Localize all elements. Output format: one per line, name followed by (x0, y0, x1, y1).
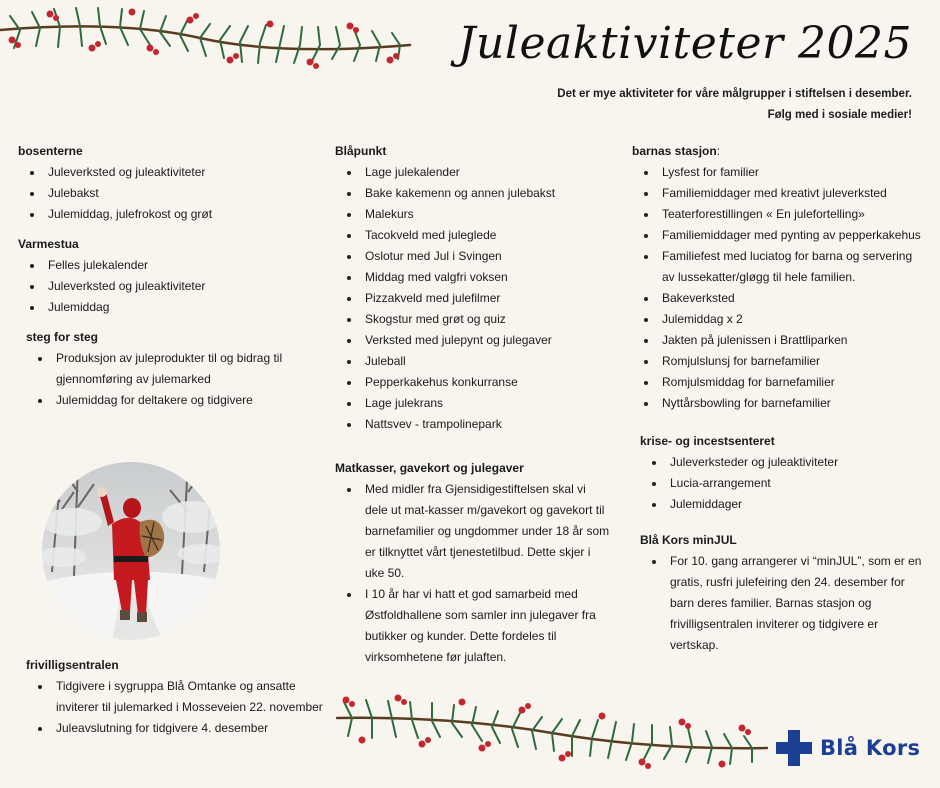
list-item: Juleavslutning for tidgivere 4. desember (26, 718, 328, 739)
list-item: Pepperkakehus konkurranse (335, 372, 610, 393)
activity-list (335, 162, 610, 435)
section-heading: Blåpunkt (335, 144, 387, 158)
list-item: Julemiddag x 2 (632, 309, 922, 330)
section-heading (632, 142, 922, 160)
activity-list (18, 255, 318, 318)
list-item: Juleverksted og juleaktiviteter (18, 162, 318, 183)
section-barnas-stasjon (632, 142, 922, 414)
list-item: Med midler fra Gjensidigestiftelsen skal vi dele ut mat-kasser m/gavekort og gavekort til barnefamilier og ungdommer under 18 år som er tilknyttet vårt tjenestetilbud. Dette skjer i uke 50. (335, 479, 610, 584)
section-heading: Matkasser, gavekort og julegaver (335, 461, 524, 475)
list-item: Malekurs (335, 204, 610, 225)
bla-kors-logo (776, 730, 920, 766)
section-heading: Varmestua (18, 237, 79, 251)
santa-photo (42, 462, 220, 640)
column-1 (18, 142, 318, 421)
list-item: Bake kakemenn og annen julebakst (335, 183, 610, 204)
list-item: Nattsvev - trampolinepark (335, 414, 610, 435)
activity-list (335, 479, 610, 668)
list-item: Familiemiddager med pynting av pepperkakehus (632, 225, 922, 246)
list-item: Familiefest med luciatog for barna og servering av lussekatter/gløgg til hele familien. (632, 246, 922, 288)
list-item: Middag med valgfri voksen (335, 267, 610, 288)
section-heading: Blå Kors minJUL (640, 533, 737, 547)
section-blapunkt (335, 142, 610, 435)
list-item: Felles julekalender (18, 255, 318, 276)
pine-garland-bottom (332, 688, 772, 776)
list-item: Tidgivere i sygruppa Blå Omtanke og ansatte inviterer til julemarked i Mosseveien 22. november (26, 676, 328, 718)
page-title: Juleaktiviteter 2025 (457, 18, 912, 69)
list-item: Lage julekrans (335, 393, 610, 414)
list-item: Skogstur med grøt og quiz (335, 309, 610, 330)
list-item: I 10 år har vi hatt et god samarbeid med Østfoldhallene som samler inn julegaver fra butikker og kunder. Dette fordeles til virksomhetene før julaften. (335, 584, 610, 668)
section-krisesenteret (632, 432, 922, 515)
list-item: Romjulsmiddag for barnefamilier (632, 372, 922, 393)
column-2 (335, 142, 610, 678)
activity-list (632, 162, 922, 414)
list-item: Bakeverksted (632, 288, 922, 309)
list-item: Lysfest for familier (632, 162, 922, 183)
section-steg-for-steg (18, 328, 318, 411)
list-item: Julemiddager (640, 494, 922, 515)
list-item: Jakten på julenissen i Brattliparken (632, 330, 922, 351)
list-item: Romjulslunsj for barnefamilier (632, 351, 922, 372)
section-heading: steg for steg (26, 330, 99, 344)
section-minjul (632, 531, 922, 656)
activity-list (26, 676, 328, 739)
list-item: Produksjon av juleprodukter til og bidrag til gjennomføring av julemarked (26, 348, 318, 390)
section-frivilligsentralen (18, 656, 328, 739)
list-item: Julemiddag (18, 297, 318, 318)
section-heading-colon: : (716, 144, 721, 158)
activity-list (18, 162, 318, 225)
list-item: For 10. gang arrangerer vi “minJUL”, som er en gratis, rusfri julefeiring den 24. desember for barn deres familier. Barnas stasjon og frivilligsentralen inviterer og tidgivere er vertskap. (640, 551, 922, 656)
cross-icon (776, 730, 812, 766)
section-heading-text: barnas stasjon (632, 144, 717, 158)
list-item: Nyttårsbowling for barnefamilier (632, 393, 922, 414)
list-item: Julemiddag, julefrokost og grøt (18, 204, 318, 225)
brand-name: Blå Kors (820, 736, 921, 760)
list-item: Teaterforestillingen « En julefortelling» (632, 204, 922, 225)
list-item: Tacokveld med juleglede (335, 225, 610, 246)
activity-list (26, 348, 318, 411)
activity-list (640, 551, 922, 656)
section-heading: krise- og incestsenteret (640, 434, 775, 448)
subtitle-line-1: Det er mye aktiviteter for våre målgrupper i stiftelsen i desember. (557, 88, 912, 100)
pine-garland-top (0, 0, 420, 82)
list-item: Juleverksted og juleaktiviteter (18, 276, 318, 297)
list-item: Pizzakveld med julefilmer (335, 288, 610, 309)
list-item: Lage julekalender (335, 162, 610, 183)
section-heading: bosenterne (18, 144, 83, 158)
page-subtitle (492, 84, 912, 126)
list-item: Familiemiddager med kreativt juleverksted (632, 183, 922, 204)
section-heading: frivilligsentralen (26, 658, 119, 672)
section-varmestua (18, 235, 318, 318)
section-matkasser (335, 459, 610, 668)
list-item: Juleball (335, 351, 610, 372)
subtitle-line-2: Følg med i sosiale medier! (767, 109, 912, 121)
column-1-lower (18, 656, 328, 749)
list-item: Verksted med julepynt og julegaver (335, 330, 610, 351)
list-item: Julebakst (18, 183, 318, 204)
list-item: Lucia-arrangement (640, 473, 922, 494)
list-item: Juleverksteder og juleaktiviteter (640, 452, 922, 473)
section-bosenterne (18, 142, 318, 225)
list-item: Oslotur med Jul i Svingen (335, 246, 610, 267)
column-3 (632, 142, 922, 666)
activity-list (640, 452, 922, 515)
list-item: Julemiddag for deltakere og tidgivere (26, 390, 318, 411)
